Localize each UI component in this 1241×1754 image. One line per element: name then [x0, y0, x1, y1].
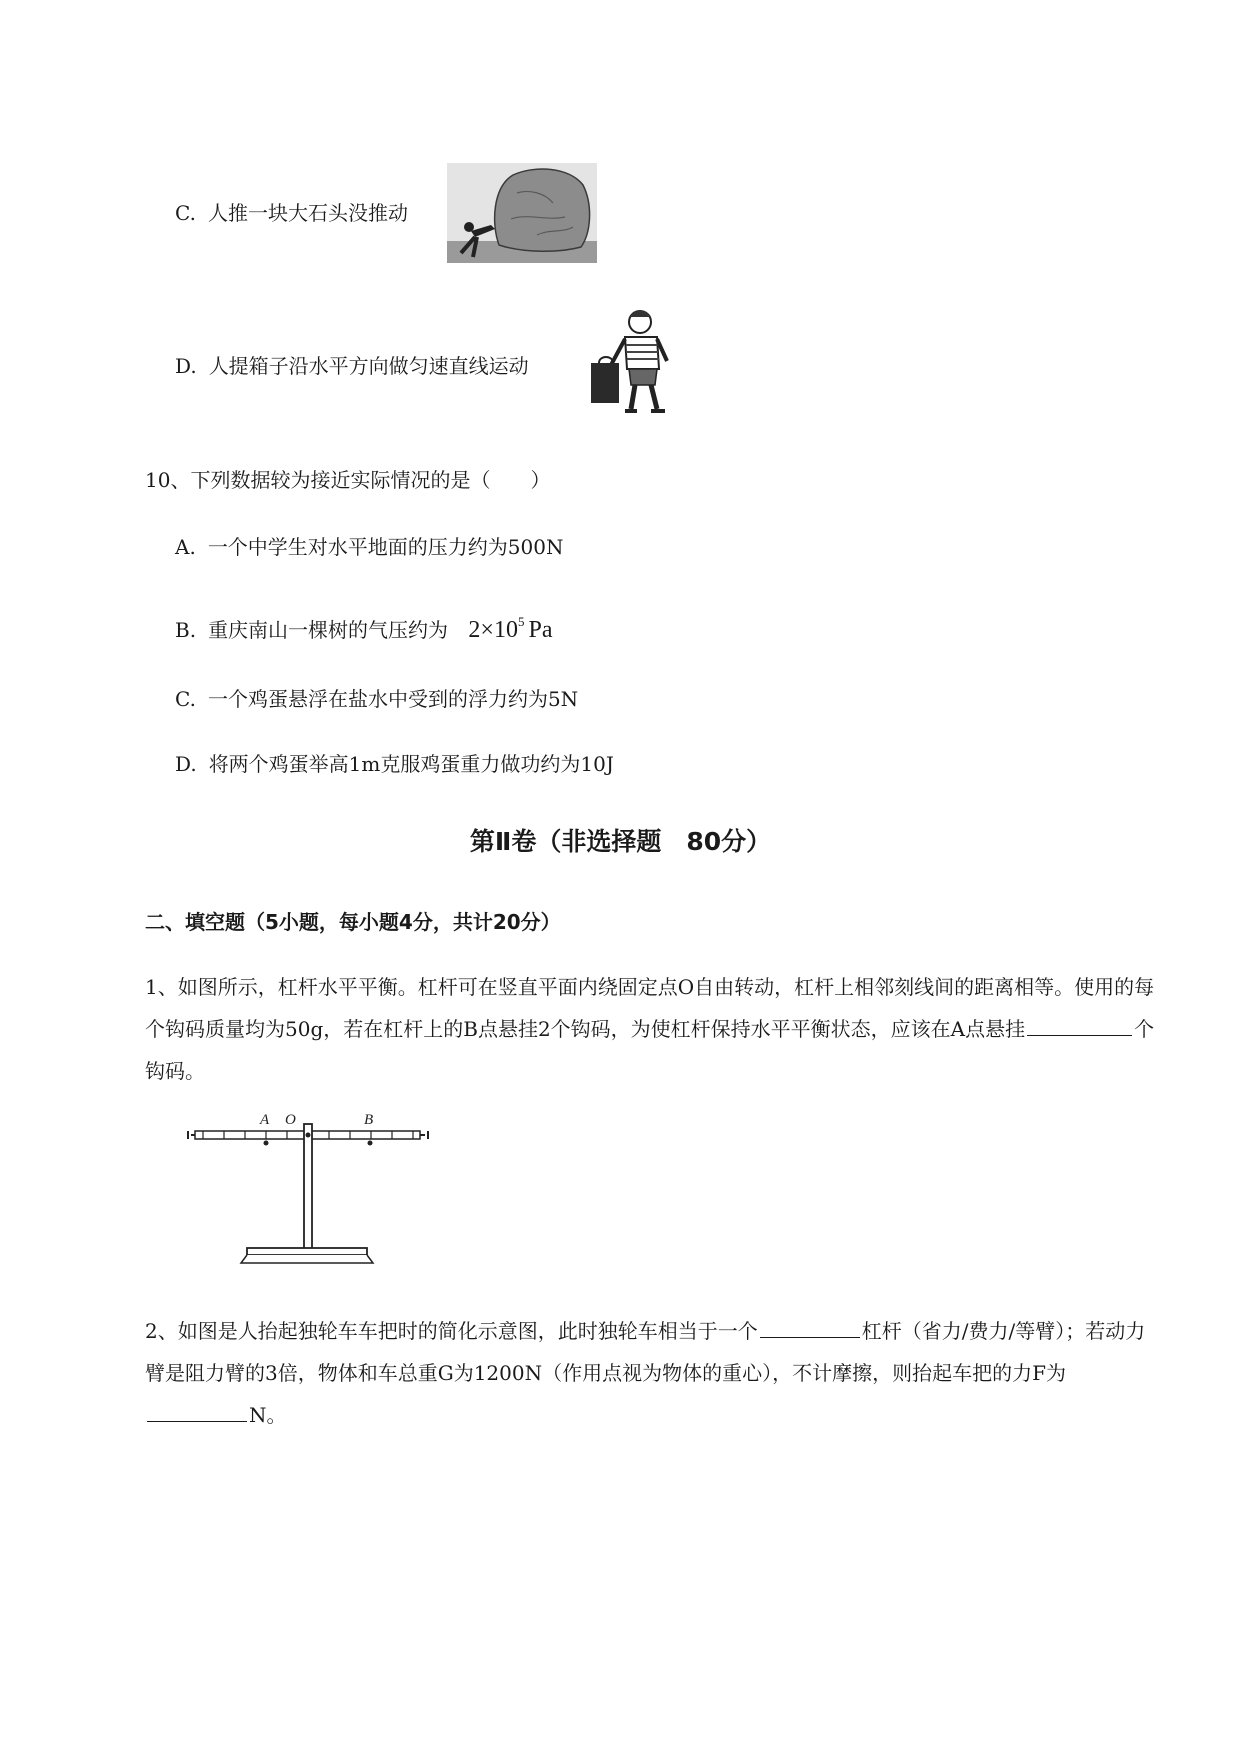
q10-option-d — [175, 750, 614, 778]
question-text: 1、如图所示，杠杆水平平衡。杠杆可在竖直平面内绕固定点O自由转动，杠杆上相邻刻线间的距离相等。使用的每个钩码质量均为50g，若在杠杆上的B点悬挂2个钩码，为使杠杆保持水平平衡状态，应该在A点悬挂 — [145, 975, 1155, 1041]
point-a-label: A — [260, 1112, 270, 1128]
pressure-unit: Pa — [528, 617, 553, 643]
question-text-end: 个钩码。 — [145, 1017, 1155, 1083]
section-subtitle: 二、填空题（5小题，每小题4分，共计20分） — [145, 910, 561, 934]
pressure-exponent: 5 — [517, 614, 525, 629]
answer-blank-force[interactable] — [147, 1399, 247, 1422]
question-text-end: N。 — [249, 1403, 287, 1427]
q10-option-b — [175, 608, 552, 644]
q10-option-a — [175, 533, 564, 561]
option-letter: D. — [175, 752, 197, 776]
fill-question-2 — [145, 1310, 1155, 1436]
man-carrying-box-image — [585, 305, 680, 420]
q9-option-d — [175, 352, 529, 380]
answer-blank-lever-type[interactable] — [760, 1315, 860, 1338]
option-letter: A. — [175, 535, 196, 559]
option-text: 一个中学生对水平地面的压力约为500N — [207, 535, 564, 559]
point-b-label: B — [364, 1112, 374, 1128]
option-letter: B. — [175, 618, 197, 642]
option-text: 人推一块大石头没推动 — [207, 201, 408, 225]
question-text-middle: 杠杆（省力/费力/等臂）；若动力臂是阻力臂的3倍，物体和车总重G为1200N（作用点视为物体的重心），不计摩擦，则抬起车把的力F为 — [145, 1319, 1146, 1385]
pressure-base: 2×10 — [468, 617, 518, 643]
q10-option-c — [175, 685, 578, 713]
option-text: 将两个鸡蛋举高1m克服鸡蛋重力做功约为10J — [208, 752, 614, 776]
option-text: 一个鸡蛋悬浮在盐水中受到的浮力约为5N — [207, 687, 579, 711]
pressure-value — [468, 614, 553, 643]
option-letter: C. — [175, 687, 196, 711]
answer-blank[interactable] — [1027, 1013, 1132, 1036]
fill-question-1 — [145, 966, 1155, 1092]
q10-stem: 10、下列数据较为接近实际情况的是（ ） — [145, 468, 551, 492]
option-letter: C. — [175, 201, 196, 225]
point-o-label: O — [285, 1112, 296, 1128]
option-text: 重庆南山一棵树的气压约为 — [208, 618, 449, 642]
option-text: 人提箱子沿水平方向做匀速直线运动 — [208, 354, 529, 378]
lever-figure — [185, 1110, 435, 1265]
option-letter: D. — [175, 354, 197, 378]
boulder-push-image — [447, 163, 597, 263]
q9-option-c — [175, 199, 408, 227]
section-title: 第Ⅱ卷（非选择题 80分） — [469, 827, 772, 856]
question-text: 2、如图是人抬起独轮车车把时的简化示意图，此时独轮车相当于一个 — [145, 1319, 758, 1343]
